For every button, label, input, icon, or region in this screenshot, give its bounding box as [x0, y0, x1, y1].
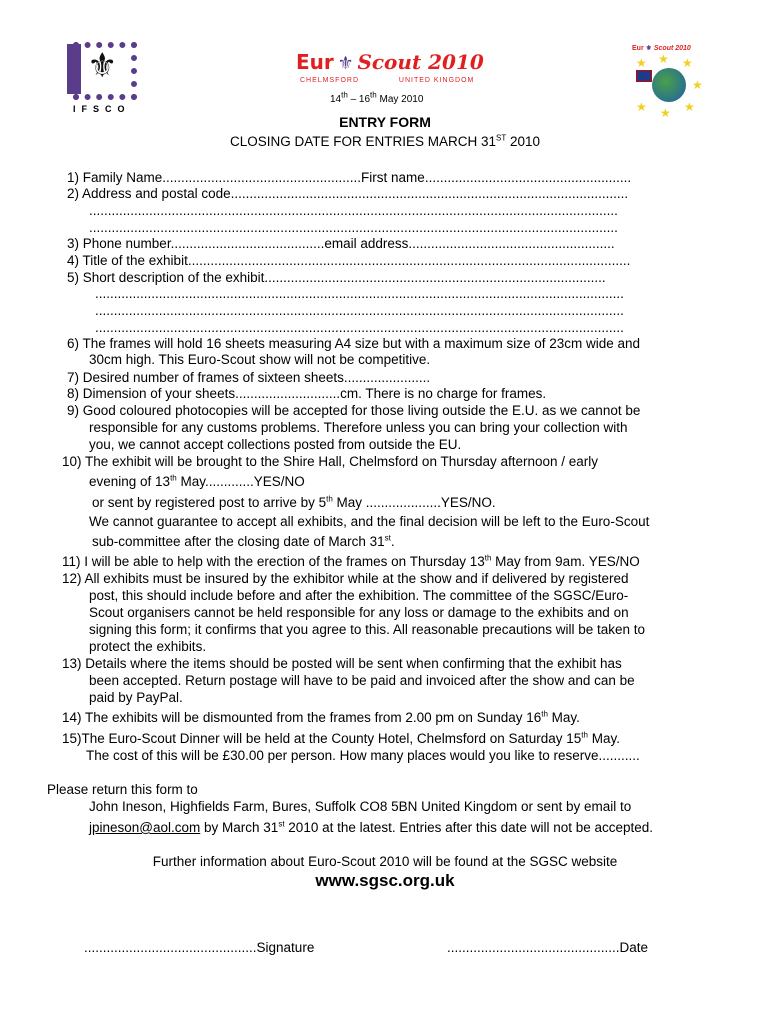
further-info: Further information about Euro-Scout 2010 will be found at the SGSC website: [152, 854, 618, 869]
sheet-dimension-field[interactable]: 8) Dimension of your sheets............................cm. There is no charge for frames.: [67, 386, 547, 401]
ifsco-logo: [65, 40, 145, 118]
closing-date: CLOSING DATE FOR ENTRIES MARCH 31ST 2010: [229, 133, 541, 149]
family-name-field[interactable]: 1) Family Name.....................................................First name.......................................................: [67, 170, 632, 185]
description-field-line[interactable]: .............................................................................................................................................: [95, 320, 624, 335]
event-dates: 14th – 16th May 2010: [330, 90, 424, 105]
address-field-line[interactable]: .............................................................................................................................................: [89, 220, 618, 235]
star-icon: ★: [636, 56, 647, 70]
item-12-text: 12) All exhibits must be insured by the exhibitor while at the show and if delivered by registered: [62, 571, 629, 586]
delivery-in-person-option[interactable]: evening of 13th May.............YES/NO: [89, 473, 305, 489]
globe-icon: [652, 68, 686, 102]
page-title: ENTRY FORM: [339, 114, 431, 130]
description-field-line[interactable]: .............................................................................................................................................: [95, 286, 624, 301]
description-field-line[interactable]: .............................................................................................................................................: [95, 303, 624, 318]
star-icon: ★: [682, 56, 693, 70]
item-12-text: post, this should include before and after the exhibition. The committee of the SGSC/Euro-: [89, 588, 629, 603]
item-9-text: 9) Good coloured photocopies will be accepted for those living outside the E.U. as we cannot be: [67, 403, 641, 418]
return-instruction: Please return this form to: [47, 782, 198, 797]
item-12-text: protect the exhibits.: [89, 639, 207, 654]
frames-count-field[interactable]: 7) Desired number of frames of sixteen sheets.......................: [67, 370, 431, 385]
email-line: jpineson@aol.com by March 31st 2010 at the latest. Entries after this date will not be accepted.: [89, 819, 654, 835]
star-icon: ★: [636, 100, 647, 114]
website-link[interactable]: www.sgsc.org.uk: [315, 871, 455, 890]
item-6-text: 6) The frames will hold 16 sheets measuring A4 size but with a maximum size of 23cm wide and: [67, 336, 641, 351]
item-9-text: you, we cannot accept collections posted from outside the EU.: [89, 437, 462, 452]
address-field[interactable]: 2) Address and postal code..........................................................................................................: [67, 186, 629, 201]
item-13-text: been accepted. Return postage will have to be paid and invoiced after the show and can be: [89, 673, 635, 688]
item-13-text: paid by PayPal.: [89, 690, 183, 705]
item-13-text: 13) Details where the items should be posted will be sent when confirming that the exhibit has: [62, 656, 622, 671]
dinner-places-field[interactable]: The cost of this will be £30.00 per person. How many places would you like to reserve...........: [86, 748, 640, 763]
phone-email-field[interactable]: 3) Phone number.........................................email address.......................................................: [67, 236, 615, 251]
return-address: John Ineson, Highfields Farm, Bures, Suffolk CO8 5BN United Kingdom or sent by email to: [89, 799, 632, 814]
exhibit-title-field[interactable]: 4) Title of the exhibit......................................................................................................................: [67, 253, 631, 268]
star-icon: ★: [692, 78, 703, 92]
euro-scout-logo-subtitle: CHELMSFORD UNITED KINGDOM: [300, 77, 475, 84]
item-12-text: signing this form; it confirms that you agree to this. All reasonable precautions will be taken to: [89, 622, 646, 637]
item-9-text: responsible for any customs problems. Therefore unless you can bring your collection with: [89, 420, 628, 435]
address-field-line[interactable]: .............................................................................................................................................: [89, 203, 618, 218]
signature-field[interactable]: ..............................................Signature: [84, 940, 315, 955]
euro-scout-badge-logo: Eur ⚜ Scout 2010 ★ ★ ★ ★ ★ ★ ★: [632, 45, 703, 120]
ifsco-label: IFSCO: [73, 104, 131, 114]
fleur-de-lis-icon: ⚜: [87, 47, 118, 85]
euro-scout-logo: Eur ⚜ Scout 2010: [296, 50, 484, 74]
star-icon: ★: [684, 100, 695, 114]
union-flag-icon: [636, 70, 652, 82]
item-14-text: 14) The exhibits will be dismounted from the frames from 2.00 pm on Sunday 16th May.: [62, 709, 580, 725]
description-field[interactable]: 5) Short description of the exhibit...........................................................................................: [67, 270, 606, 285]
star-icon: ★: [658, 52, 669, 66]
item-12-text: Scout organisers cannot be held responsible for any loss or damage to the exhibits and on: [89, 605, 629, 620]
item-10-text: sub-committee after the closing date of March 31st.: [92, 533, 395, 549]
delivery-by-post-option[interactable]: or sent by registered post to arrive by 5th May ....................YES/NO.: [92, 494, 496, 510]
email-link[interactable]: jpineson@aol.com: [89, 820, 201, 835]
date-field[interactable]: ..............................................Date: [447, 940, 649, 955]
item-6-text: 30cm high. This Euro-Scout show will not be competitive.: [89, 352, 431, 367]
star-icon: ★: [660, 106, 671, 120]
ifsco-stripe: [67, 44, 81, 94]
fleur-de-lis-icon: ⚜: [337, 53, 354, 73]
item-15-text: 15)The Euro-Scout Dinner will be held at the County Hotel, Chelmsford on Saturday 15th May.: [62, 730, 620, 746]
help-frames-option[interactable]: 11) I will be able to help with the erection of the frames on Thursday 13th May from 9am. YES/NO: [62, 553, 640, 569]
item-10-text: 10) The exhibit will be brought to the Shire Hall, Chelmsford on Thursday afternoon / early: [62, 454, 599, 469]
item-10-text: We cannot guarantee to accept all exhibits, and the final decision will be left to the Euro-Scout: [89, 514, 650, 529]
